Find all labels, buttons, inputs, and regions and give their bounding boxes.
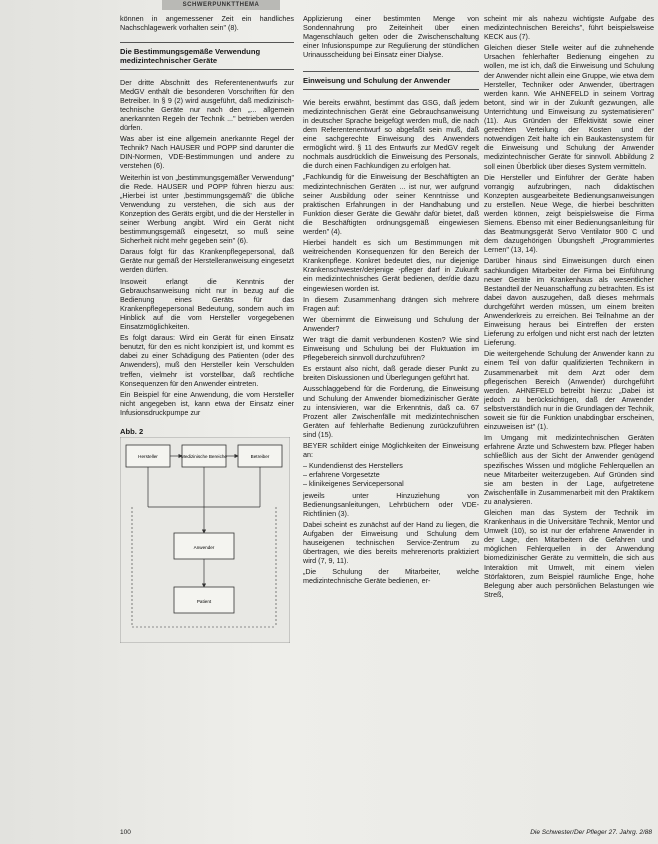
- paragraph: Wie bereits erwähnt, bestimmt das GSG, daß jedem medizintechnischen Gerät eine Gebrauchsanweisung in deutscher Sprache beigefügt werden muß, die nach dem Referentenentwurf so abgefaßt sein muß, daß eine sachgerechte Einweisung des Anwenders ermöglicht wird. § 11 des Entwurfs zur MedGV regelt nochmals ausdrücklich die Einweisung des Personals, die durch einen Fachkundigen zu erfolgen hat.: [303, 97, 479, 171]
- paragraph: Ein Beispiel für eine Anwendung, die vom Hersteller nicht angegeben ist, kann etwa der Einsatz einer Infusionsdruckpumpe zur: [120, 389, 294, 417]
- paragraph: Daraus folgt für das Krankenpflegepersonal, daß Geräte nur gemäß der Herstelleranweisung eingesetzt werden dürfen.: [120, 247, 294, 275]
- figure-title: Abb. 2: [120, 426, 144, 436]
- section-heading: Einweisung und Schulung der Anwender: [303, 71, 479, 89]
- figure-abb-2: [120, 427, 290, 645]
- column-2: [303, 14, 479, 587]
- paragraph: Weiterhin ist von „bestimmungsgemäßer Verwendung" die Rede. HAUSER und POPP führen hierzu aus: „Hierbei ist unter ‚bestimmungsgemäß' die übliche Verwendung zu verstehen, die sich aus der Konzeption des Geräts ergibt, und die der Hersteller in seiner Werbung angibt. Wird ein Gerät nicht bestimmungsgemäß eingesetzt, so muß seine Sicherheit nicht mehr gegeben sein" (6).: [120, 172, 294, 246]
- journal-footer: Die Schwester/Der Pfleger 27. Jahrg. 2/88: [530, 829, 652, 836]
- list-item: – klinikeigenes Servicepersonal: [303, 479, 404, 489]
- paragraph: Darüber hinaus sind Einweisungen durch einen sachkundigen Mitarbeiter der Firma bei Einführung neuer Geräte im Krankenhaus als wesentlicher Bestandteil der Neuanschaffung zu betrachten. Es ist dabei davon auszugehen, daß dieses mehrmals durchgeführt werden müssen, um einem breiten Anwenderkreis zu erreichen. Bei Teilnahme an der Einweisung heraus bei Eintreffen der ersten Lieferung zu erfolgen und nicht erst nach der letzten Lieferung.: [484, 256, 654, 348]
- paragraph: Gleichen dieser Stelle weiter auf die zuhnehende Ursachen fehlerhafter Bedienung eingehen zu wollen, me ist ich, daß die Einweisung und Schulung der Anwender nicht allein eine Gruppe, wie etwa dem Hersteller, Techniker oder Anwender, übertragen werden kann. Wie AHNEFELD in seinem Vortrag betont, sind wir in der Zukunft gezwungen, alle Unterrichtung und Einweisung zu systematisieren" (11). Aus Gründen der Effektivität sowie einer gerechten Verteilung der Kosten und der notwendigen Zeit halte ich ein Baukastensystem für die Einweisung und Schulung der Anwender medizintechnischer Geräte für sinnvoll. Abbildung 2 soll einen Überblick über dieses System vermitteln.: [484, 43, 654, 171]
- diagram-label: Patient: [196, 598, 212, 604]
- list-item: – erfahrene Vorgesetzte: [303, 470, 380, 480]
- paragraph: scheint mir als nahezu wichtigste Aufgabe des medizintechnischen Bereichs", führt beispielsweise KECK aus (7).: [484, 14, 654, 42]
- section-heading: Die Bestimmungsgemäße Verwendung medizintechnischer Geräte: [120, 42, 294, 69]
- column-3: [484, 14, 654, 601]
- bullet-list: [303, 461, 479, 488]
- paragraph: BEYER schildert einige Möglichkeiten der Einweisung an:: [303, 441, 479, 460]
- paragraph: können in angemessener Zeit ein handliches Nachschlagewerk vorhalten sein" (8).: [120, 14, 294, 33]
- diagram-label: Anwender: [193, 544, 215, 550]
- paragraph: Dabei scheint es zunächst auf der Hand zu liegen, die Aufgaben der Einweisung und Schulung dem hauseigenen technischen Service-Zentrum zu übertragen, wie dies bereits mehrerenorts praktiziert wird (7, 9, 11).: [303, 519, 479, 566]
- paragraph: Im Umgang mit medizintechnischen Geräten erfahrene Ärzte und Schwestern bzw. Pfleger haben schließlich aus der Sicht der Anwender genügend spezifisches Wissen und mögliche Fehlerquellen an neue Mitarbeiter weiterzugeben. Auf Gründen sind sie am besten in der Lage, aufgetretene Zwischenfälle in Zusammenarbeit mit den Praktikern zu analysieren.: [484, 433, 654, 506]
- paragraph: jeweils unter Hinzuziehung von Bedienungsanleitungen, Lehrbüchern oder VDE-Richtlinien (3).: [303, 490, 479, 518]
- paragraph: Der dritte Abschnitt des Referentenentwurfs zur MedGV enthält die besonderen Vorschriften für den Betreiber. In § 9 (2) wird ausgeführt, daß medizinisch-technische Geräte nur nach den „... allgemein anerkannten Regeln der Technik ..." betrieben werden dürfen.: [120, 77, 294, 133]
- paragraph: Applizierung einer bestimmten Menge von Sondennahrung pro Zeiteinheit über einen Magenschlauch gelten oder die Zwischenschaltung einer Infusionspumpe zur Regulierung der stündlichen Urinausscheidung bei Einsatz einer Dialyse.: [303, 14, 479, 60]
- list-item: – Kundendienst des Herstellers: [303, 461, 403, 471]
- paragraph: Hierbei handelt es sich um Bestimmungen mit weitreichenden Konsequenzen für den Bereich der Krankenpflege. Konkret bedeutet dies, nur diejenige Krankenschwester/derjenige -pfleger darf in Zukunft ein medizintechnisches Gerät bedienen, der/die dazu eingewiesen worden ist.: [303, 238, 479, 293]
- paragraph: Es folgt daraus: Wird ein Gerät für einen Einsatz benutzt, für den es nicht konzipiert ist, und kommt es dabei zu einer Schädigung des Patienten (oder des Anwenders), muß den Hersteller kein Verschulden treffen, vielmehr ist vorstellbar, daß rechtliche Konsequenzen für den Anwender eintreten.: [120, 333, 294, 388]
- paragraph: „Fachkundig für die Einweisung der Beschäftigten an medizintechnischen Geräten ... ist nur, wer aufgrund seiner Ausbildung oder seiner Kenntnisse und praktischen Erfahrungen in der Handhabung und Funktion dieser Geräte die Gewähr dafür bietet, daß die Beschäftigten ordnungsgemäß eingewiesen werden" (4).: [303, 172, 479, 236]
- paragraph: Ausschlaggebend für die Forderung, die Einweisung und Schulung der Anwender biomedizinischer Geräte zu intensivieren, war die Erkenntnis, daß ca. 67 Prozent aller Zwischenfälle mit medizintechnischen Geräten auf fehlerhafte Bedienung zurückzuführen sind (15).: [303, 384, 479, 439]
- paragraph: Die Hersteller und Einführer der Geräte haben vorrangig aufzubringen, nach didaktischen Konzepten ausgearbeitete Bedienungsanweisungen zu erstellen. Neue Wege, die hierbei beschritten werden können, zeigt beispielsweise die Firma Siemens. Ebenso mit einer Bedienungsanleitung für das Beatmungsgerät Servo Ventilator 900 C und dem dazugehörigen Übungsheft „Programmiertes Lernen" (13, 14).: [484, 172, 654, 255]
- paragraph: Was aber ist eine allgemein anerkannte Regel der Technik? Nach HAUSER und POPP sind darunter die DIN-Normen, VDE-Bestimmungen und andere zu verstehen (6).: [120, 134, 294, 171]
- diagram-label: Medizinische Bereiche: [181, 453, 227, 459]
- section-header: SCHWERPUNKTTHEMA: [162, 0, 280, 10]
- paragraph: Es erstaunt also nicht, daß gerade dieser Punkt zu breiten Diskussionen und Überlegungen geführt hat.: [303, 364, 479, 383]
- paragraph: Die weitergehende Schulung der Anwender kann zu einem Teil von dafür qualifizierten Technikern in Zusammenarbeit mit dem Arzt oder dem pflegerischen Bereich (Anwender) durchgeführt werden. AHNEFELD betreibt hierzu: „Dabei ist jedoch zu berücksichtigen, daß der Anwender selbstverständlich nur in die Grundlagen der Technik, soweit sie für die Funktion unabdingbar erscheinen, einzuweisen ist" (1).: [484, 349, 654, 432]
- flow-diagram: [120, 437, 290, 643]
- paragraph: Insoweit erlangt die Kenntnis der Gebrauchsanweisung nicht nur in bezug auf die Bedienung eines Geräts für das Krankenpflegepersonal Bedeutung, sondern auch im Hinblick auf die vom Hersteller vorgegebenen Einsatzmöglichkeiten.: [120, 276, 294, 332]
- diagram-label: Betreiber: [250, 453, 270, 459]
- paragraph: Gleichen man das System der Technik im Krankenhaus in die Universitäre Technik, Mentor und Umwelt (10), so ist nur der erfahrene Anwender in der Lage, den Mitarbeitern die Gefahren und möglichen Fehlerquellen in der Anwendung biomedizinischer Geräte zu vermitteln, die sich aus Interaktion mit Umwelt, mit einem vielen Störfaktoren, zum Beispiel räumliche Enge, hohe Belegung aber auch persönlichen Belastungen wie Streß,: [484, 507, 654, 599]
- paragraph: In diesem Zusammenhang drängen sich mehrere Fragen auf:: [303, 294, 479, 313]
- diagram-label: Hersteller: [138, 453, 158, 459]
- column-1: [120, 14, 294, 645]
- paragraph: „Die Schulung der Mitarbeiter, welche medizintechnische Geräte bedienen, er-: [303, 567, 479, 586]
- paragraph: Wer übernimmt die Einweisung und Schulung der Anwender?: [303, 314, 479, 333]
- page-number: 100: [120, 829, 131, 836]
- paragraph: Wer trägt die damit verbundenen Kosten? Wie sind Einweisung und Schulung bei der Fluktuation im Pflegebereich sinnvoll durchzuführen?: [303, 335, 479, 363]
